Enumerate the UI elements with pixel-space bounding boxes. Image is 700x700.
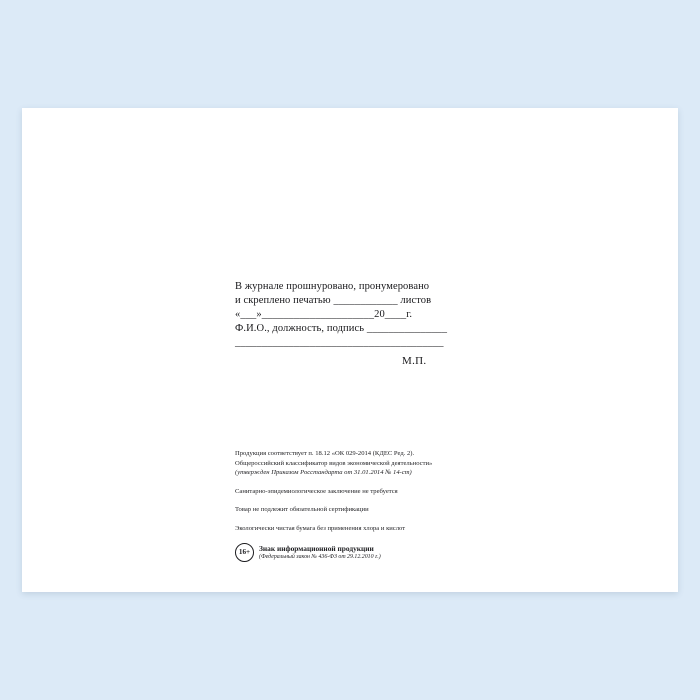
certification-line-2: и скреплено печатью ____________ листов xyxy=(235,295,432,306)
age-mark-title: Знак информационной продукции xyxy=(259,543,374,553)
compliance-line-1: Продукция соответствует п. 18.12 «ОК 029-2014 (КДЕС Ред. 2). xyxy=(235,450,415,457)
certification-line-5: _______________________________________ xyxy=(235,337,444,348)
certification-note: Товар не подлежит обязательной сертификации xyxy=(235,506,369,514)
age-mark-text xyxy=(259,544,381,561)
age-rating-icon: 16+ xyxy=(235,543,254,562)
compliance-block xyxy=(235,449,555,562)
eco-paper-note: Экологически чистая бумага без применения хлора и кислот xyxy=(235,524,406,532)
certification-line-3: «___»_____________________20____г. xyxy=(235,309,413,320)
seal-label: М.П. xyxy=(402,355,427,367)
certification-line-1: В журнале прошнуровано, пронумеровано xyxy=(235,281,430,292)
certification-block xyxy=(235,280,535,350)
compliance-order-note: (утвержден Приказом Росстандарта от 31.01.2014 № 14-ст) xyxy=(235,469,412,477)
compliance-line-2: Общероссийский классификатор видов экономической деятельности» xyxy=(235,459,433,467)
sanitary-note: Санитарно-эпидемиологическое заключение не требуется xyxy=(235,487,398,495)
document-page xyxy=(22,108,678,592)
age-mark-row xyxy=(235,543,555,562)
age-mark-subtitle: (Федеральный закон № 436-ФЗ от 29.12.2010 г.) xyxy=(259,553,381,560)
certification-line-4: Ф.И.О., должность, подпись _______________ xyxy=(235,323,448,334)
